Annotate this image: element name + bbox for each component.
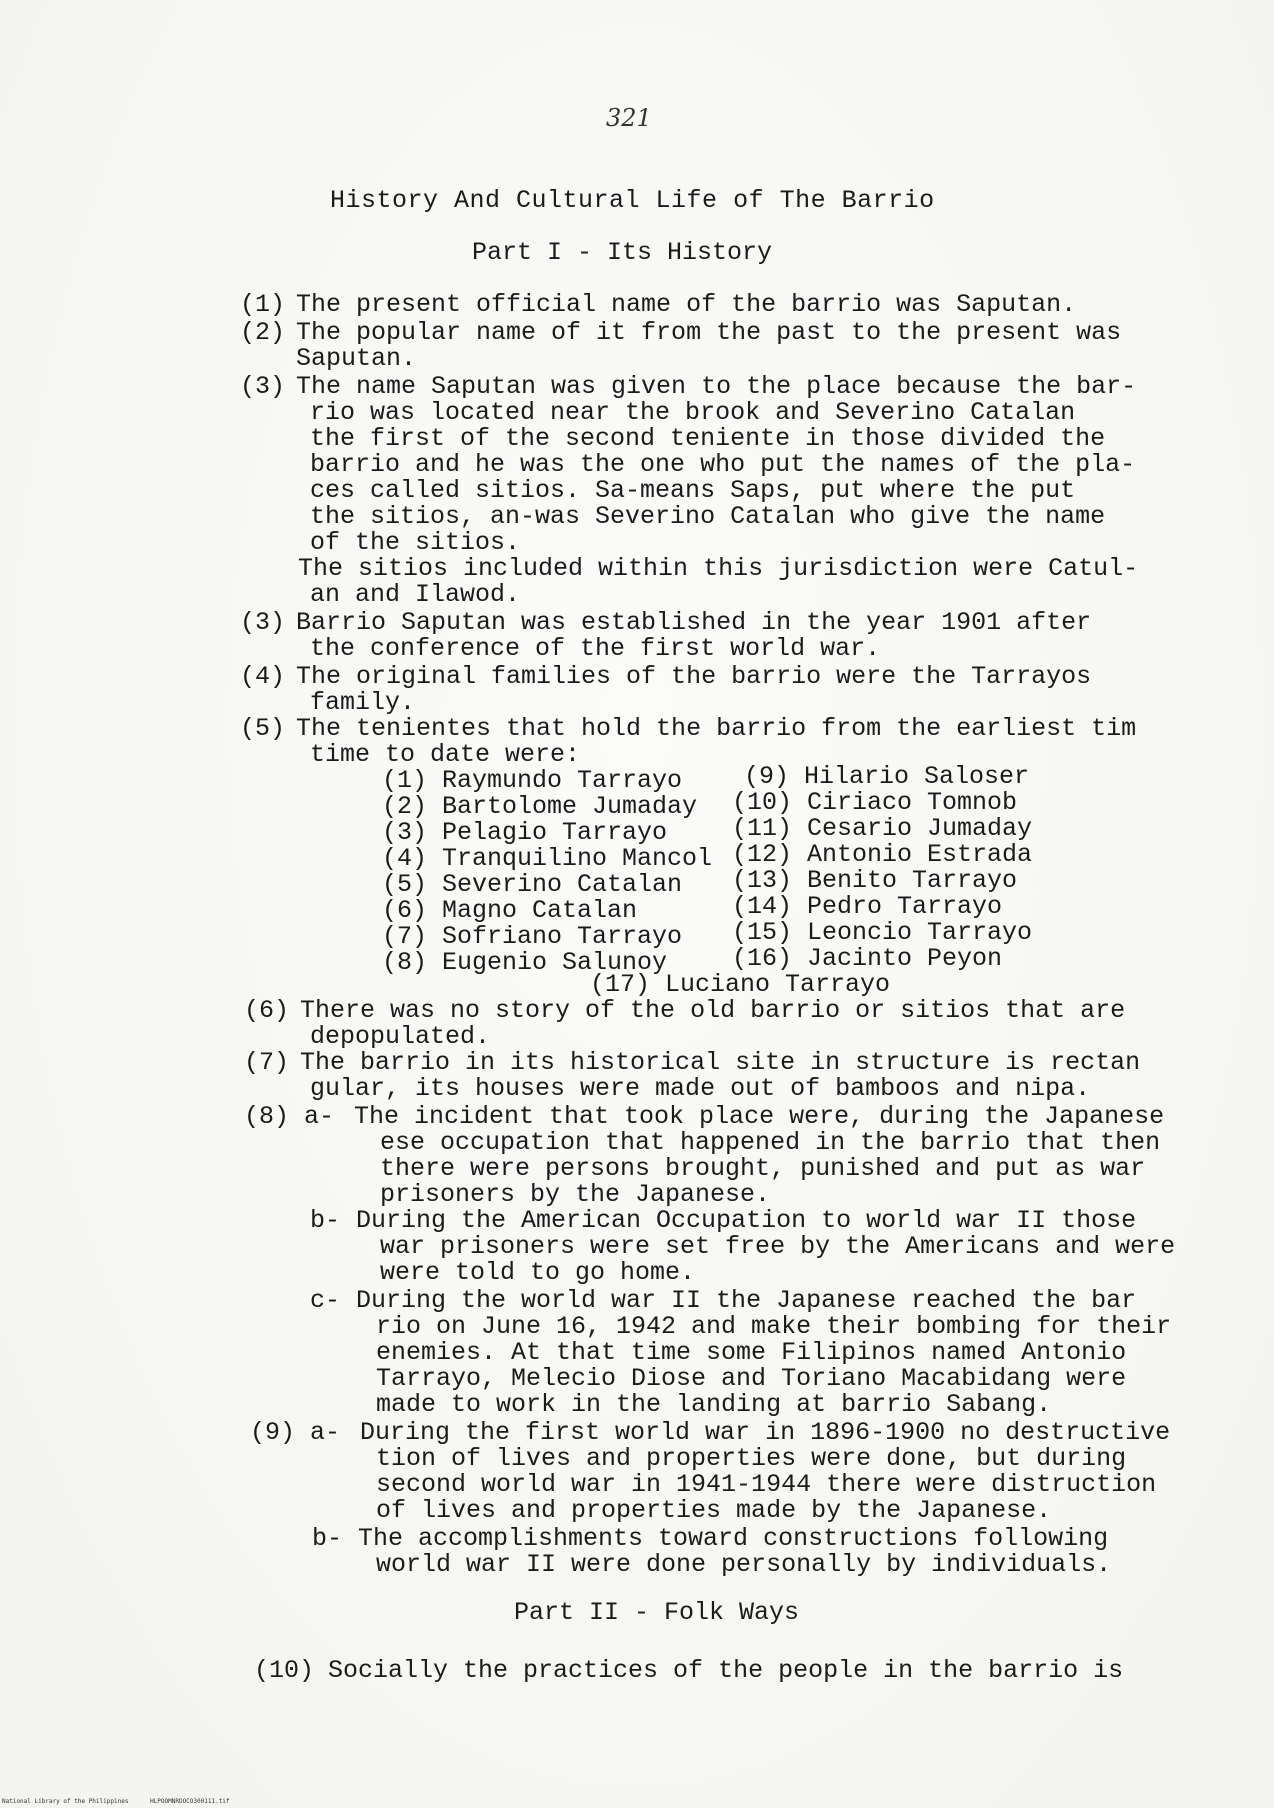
teniente-entry: (10) Ciriaco Tomnob [732,788,1018,817]
item-number: c- [310,1286,341,1315]
item-text-line: there were persons brought, punished and put as war [380,1154,1146,1183]
item-text-line: an and Ilawod. [310,580,521,609]
item-text-line: Saputan. [296,344,417,373]
teniente-entry: (4) Tranquilino Mancol [382,844,713,873]
teniente-entry: (12) Antonio Estrada [732,840,1033,869]
teniente-entry: (2) Bartolome Jumaday [382,792,698,821]
teniente-entry: (3) Pelagio Tarrayo [382,818,668,847]
item-text-line: The original families of the barrio were the Tarrayos [296,662,1092,691]
document-title: History And Cultural Life of The Barrio [330,186,935,215]
teniente-entry: (8) Eugenio Salunoy [382,948,668,977]
item-text-line: tion of lives and properties were done, but during [376,1444,1127,1473]
part1-heading: Part I - Its History [472,238,773,267]
item-text-line: the conference of the first world war. [310,634,881,663]
item-text-line: second world war in 1941-1944 there were distruction [376,1470,1157,1499]
teniente-entry: (11) Cesario Jumaday [732,814,1033,843]
item-text-line: of the sitios. [310,528,521,557]
item-text-line: rio on June 16, 1942 and make their bombing for their [376,1312,1172,1341]
scan-footer [2,1798,248,1805]
item-text-line: rio was located near the brook and Severino Catalan [310,398,1076,427]
item-text-line: made to work in the landing at barrio Sabang. [376,1390,1052,1419]
item-text-line: The sitios included within this jurisdiction were Catul- [298,554,1139,583]
item-number: (8) a- [244,1102,335,1131]
item-text-line: During the world war II the Japanese reached the bar [356,1286,1137,1315]
teniente-entry: (6) Magno Catalan [382,896,638,925]
item-text-line: the sitios, an-was Severino Catalan who give the name [310,502,1106,531]
item-number: (10) [254,1656,315,1685]
footer-library: National Library of the Philippines [2,1798,129,1805]
item-text-line: depopulated. [310,1022,491,1051]
item-number: (4) [240,662,286,691]
item-text-line: The accomplishments toward constructions following [358,1524,1109,1553]
item-number: (9) a- [250,1418,341,1447]
item-text-line: Barrio Saputan was established in the year 1901 after [296,608,1092,637]
teniente-entry: (16) Jacinto Peyon [732,944,1003,973]
item-text-line: The barrio in its historical site in structure is rectan [300,1048,1141,1077]
item-text-line: were told to go home. [380,1258,696,1287]
teniente-entry: (9) Hilario Saloser [744,762,1030,791]
item-text-line: time to date were: [310,740,581,769]
item-text-line: Socially the practices of the people in the barrio is [328,1656,1124,1685]
item-text-line: war prisoners were set free by the Americans and were [380,1232,1176,1261]
item-text-line: During the American Occupation to world war II those [356,1206,1137,1235]
teniente-entry: (13) Benito Tarrayo [732,866,1018,895]
item-text-line: the first of the second teniente in those divided the [310,424,1106,453]
item-number: (2) [240,318,286,347]
item-1 [240,290,1076,320]
item-text-line: There was no story of the old barrio or sitios that are [300,996,1126,1025]
teniente-entry: (5) Severino Catalan [382,870,683,899]
teniente-entry: (7) Sofriano Tarrayo [382,922,683,951]
item-number: (3) [240,372,286,401]
item-text-line: gular, its houses were made out of bamboos and nipa. [310,1074,1091,1103]
item-text-line: The present official name of the barrio was Saputan. [296,290,1077,319]
item-number: (1) [240,290,286,319]
teniente-entry: (17) Luciano Tarrayo [590,970,891,999]
item-text-line: prisoners by the Japanese. [380,1180,771,1209]
item-text-line: Tarrayo, Melecio Diose and Toriano Macabidang were [376,1364,1127,1393]
item-text-line: of lives and properties made by the Japanese. [376,1496,1052,1525]
item-number: b- [310,1206,341,1235]
teniente-entry: (1) Raymundo Tarrayo [382,766,683,795]
footer-file-id: HLPOOMNRDOCO300111.tif [150,1798,230,1805]
item-text-line: world war II were done personally by individuals. [376,1550,1112,1579]
item-text-line: ces called sitios. Sa-means Saps, put where the put [310,476,1076,505]
item-number: b- [312,1524,343,1553]
item-number: (7) [244,1048,290,1077]
item-text-line: The tenientes that hold the barrio from the earliest tim [296,714,1137,743]
item-10 [254,1656,1123,1686]
part2-heading: Part II - Folk Ways [514,1598,800,1627]
item-text-line: family. [310,688,416,717]
item-text-line: The incident that took place were, during the Japanese [354,1102,1165,1131]
page-number: 321 [606,104,652,132]
item-number: (6) [244,996,290,1025]
item-text-line: The popular name of it from the past to the present was [296,318,1122,347]
item-text-line: enemies. At that time some Filipinos named Antonio [376,1338,1127,1367]
item-number: (3) [240,608,286,637]
teniente-entry: (14) Pedro Tarrayo [732,892,1003,921]
teniente-entry: (15) Leoncio Tarrayo [732,918,1033,947]
item-text-line: The name Saputan was given to the place because the bar- [296,372,1137,401]
item-number: (5) [240,714,286,743]
item-text-line: ese occupation that happened in the barrio that then [380,1128,1161,1157]
item-text-line: barrio and he was the one who put the names of the pla- [310,450,1136,479]
item-text-line: During the first world war in 1896-1900 no destructive [360,1418,1171,1447]
